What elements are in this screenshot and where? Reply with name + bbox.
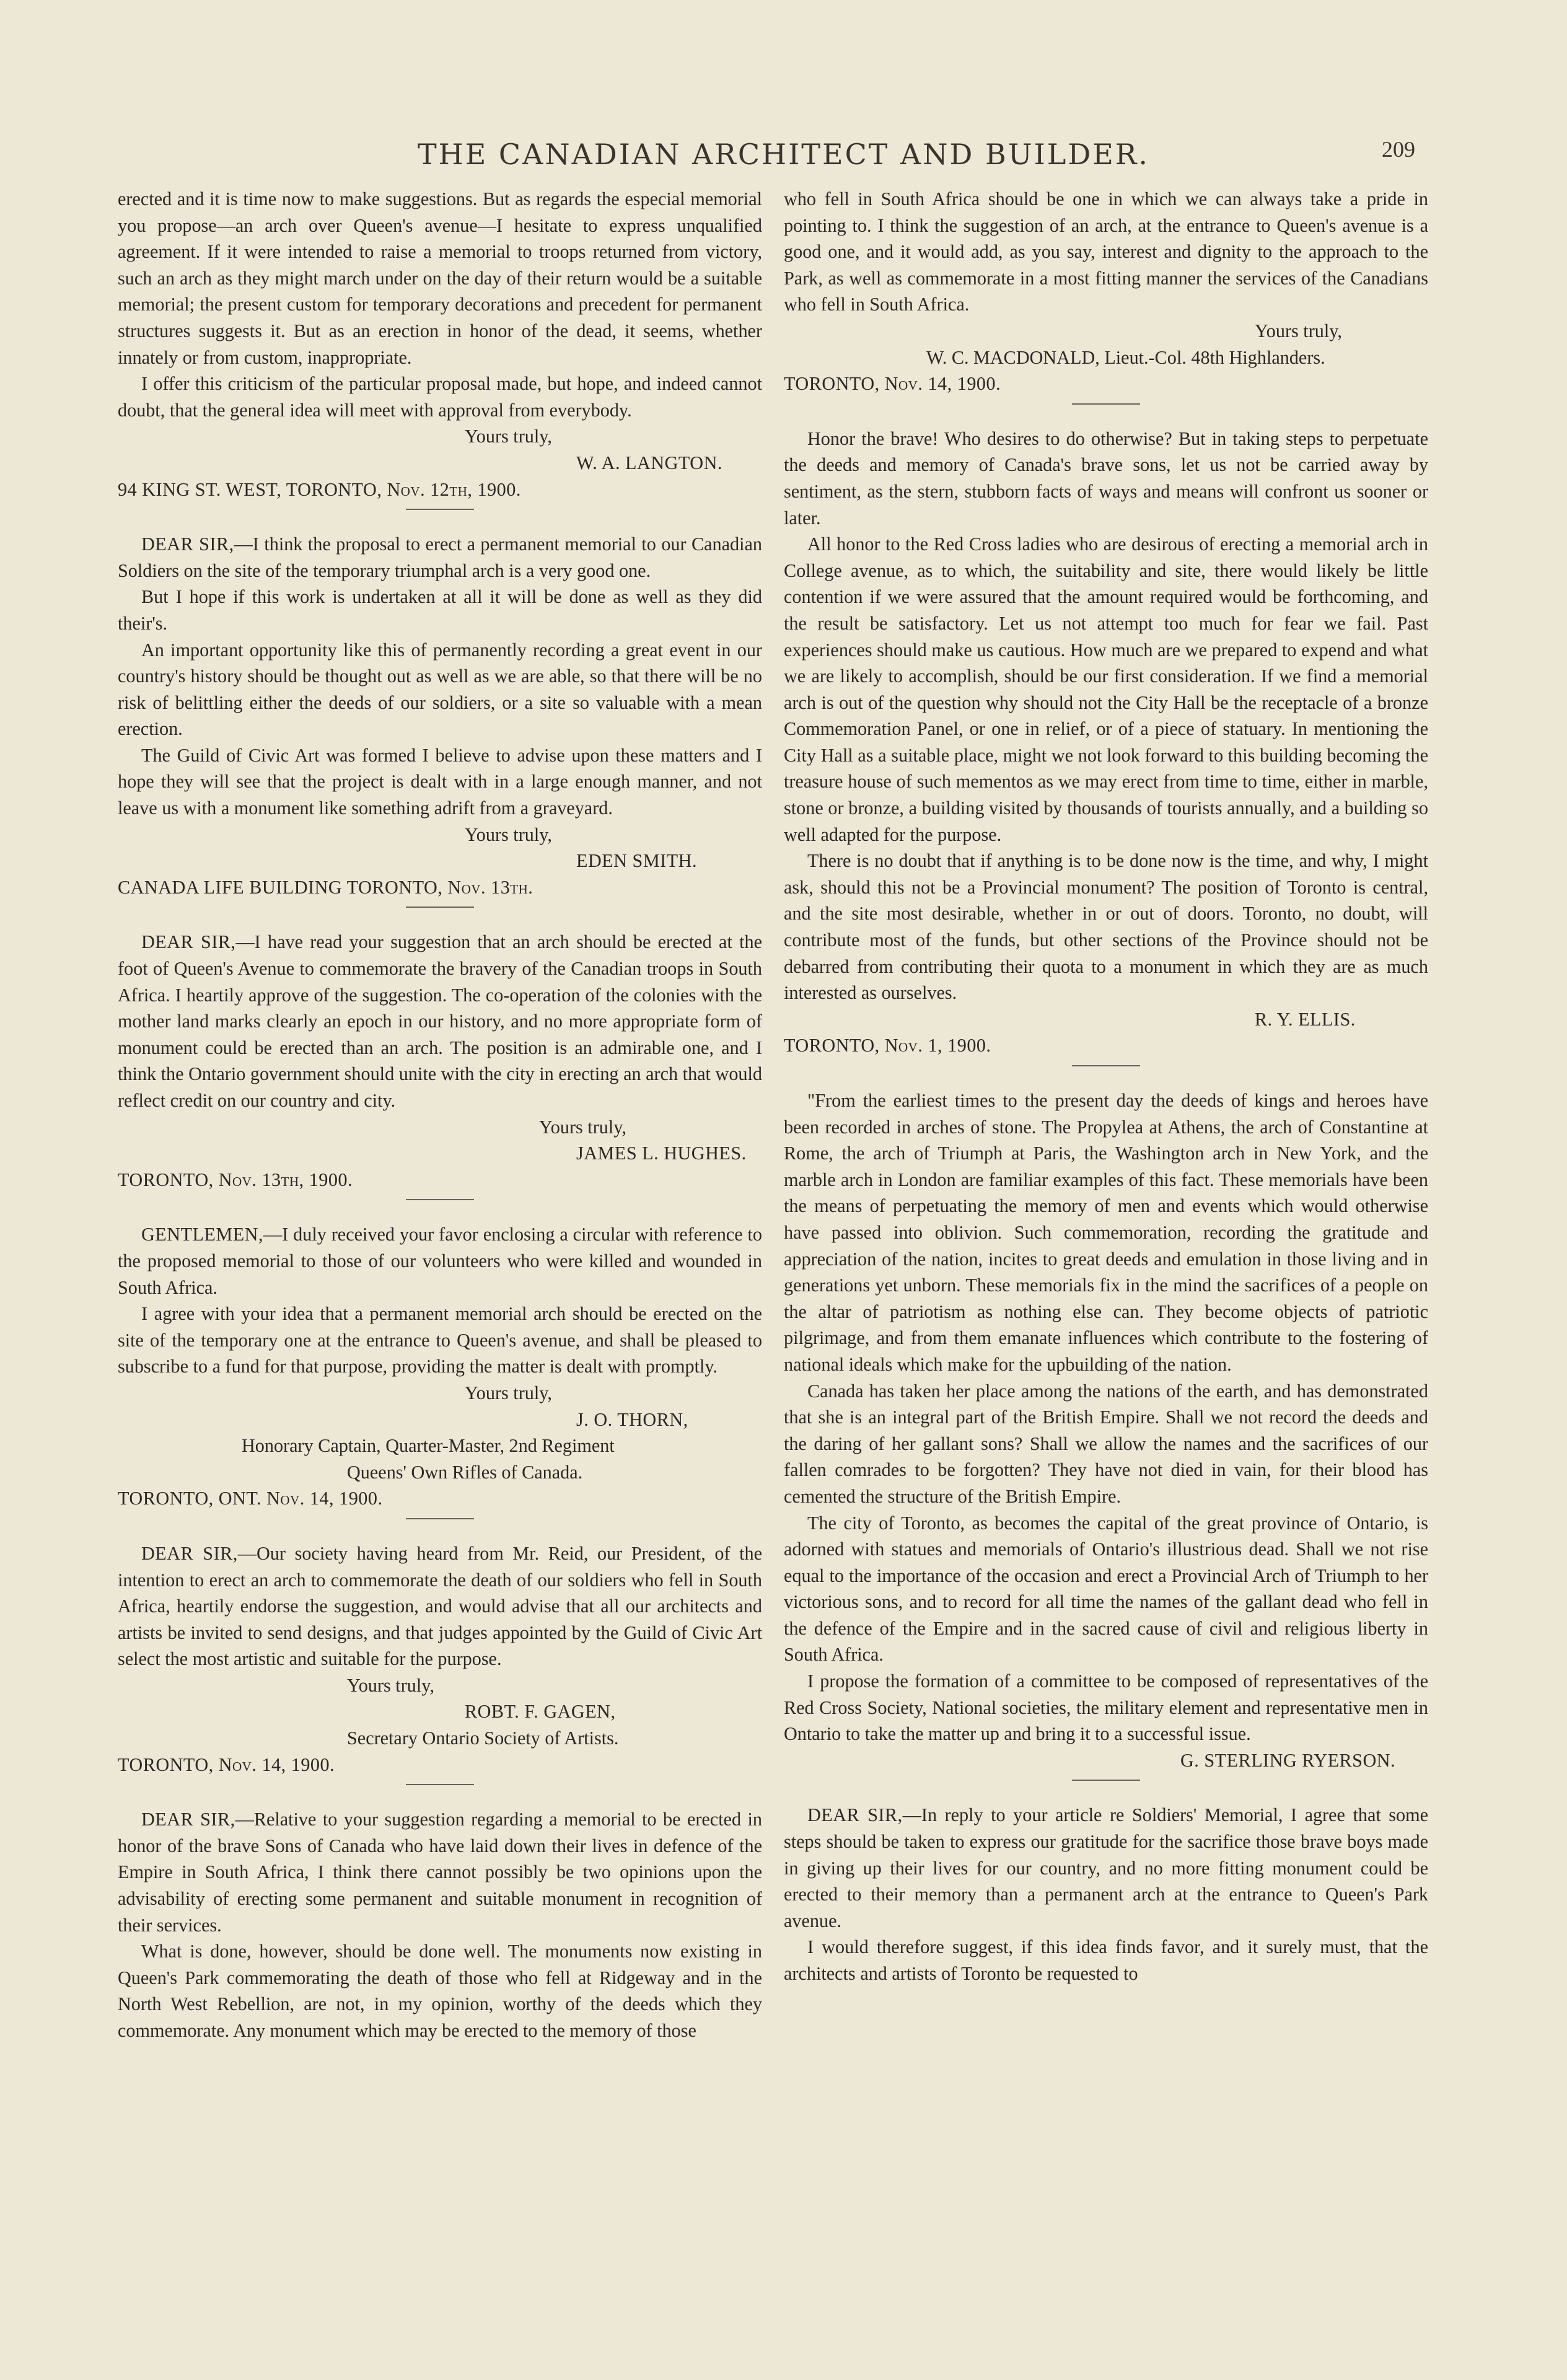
letter-body	[118, 1221, 762, 1301]
paragraph: But I hope if this work is undertaken at all it will be done as well as they did their's.	[118, 586, 762, 634]
letter-body	[118, 1540, 762, 1672]
paragraph: The Guild of Civic Art was formed I believe to advise upon these matters and I hope they will see that the project is dealt with in a large enough manner, and not leave us with a monument like something adrift from a graveyard.	[118, 744, 762, 819]
letter-signature: W. C. MACDONALD, Lieut.-Col. 48th Highlanders.	[926, 346, 1325, 368]
letter-salutation: DEAR SIR,	[807, 1804, 903, 1826]
paragraph: I offer this criticism of the particular proposal made, but hope, and indeed cannot doubt, that the general idea will meet with approval from everybody.	[118, 373, 762, 421]
paragraph: All honor to the Red Cross ladies who are desirous of erecting a memorial arch in College avenue, as to which, the suitability and site, there would likely be little contention if we were assured that the amount required would be forthcoming, and the result be satisfactory. Let us not attempt too much for fear we fail. Past experiences should make us cautious. How much are we prepared to expend and what we are likely to accomplish, should be our first consideration. If we find a memorial arch is out of the question why should not the City Hall be the receptacle of a bronze Commemoration Panel, or one in relief, or of a piece of statuary. In mentioning the City Hall as a suitable place, might we not look forward to this building becoming the treasure house of such mementos as we may erect from time to time, either in marble, stone or bronze, a building visited by thousands of tourists annually, and a building so well adapted for the purpose.	[784, 534, 1428, 845]
letter-place-date: TORONTO, Nov. 1, 1900.	[784, 1035, 991, 1056]
letter-salutation: DEAR SIR,	[141, 931, 236, 953]
letter-closing: Yours truly,	[465, 823, 552, 845]
letter-place-date: CANADA LIFE BUILDING TORONTO, Nov. 13th.	[118, 876, 533, 898]
letter-signature: G. STERLING RYERSON.	[1180, 1749, 1396, 1771]
letter-place-date: TORONTO, Nov. 13th, 1900.	[118, 1169, 353, 1190]
letter-closing: Yours truly,	[465, 1382, 552, 1403]
paragraph: "From the earliest times to the present day the deeds of kings and heroes have been recorded in arches of stone. The Propylea at Athens, the arch of Constantine at Rome, the arch of Triumph at Paris, the Washington arch in New York, and the marble arch in London are familiar examples of this fact. These memorials have been the means of perpetuating the memory of men and events which would otherwise have passed into oblivion. Such commemoration, recording the gratitude and appreciation of the nation, incites to great deeds and emulation in those living and in generations yet unborn. These memorials fix in the mind the sacrifices of a people on the altar of patriotism as nothing else can. They become objects of patriotic pilgrimage, and from them emanate influences which contribute to the fostering of national ideals which make for the upbuilding of the nation.	[784, 1090, 1428, 1375]
page-header-title: THE CANADIAN ARCHITECT AND BUILDER.	[417, 138, 1150, 171]
paragraph: Honor the brave! Who desires to do otherwise? But in taking steps to perpetuate the deeds and memory of Canada's brave sons, let us not be carried away by sentiment, as the stern, stubborn facts of ways and means will confront us sooner or later.	[784, 428, 1428, 529]
paragraph: I would therefore suggest, if this idea finds favor, and it surely must, that the architects and artists of Toronto be requested to	[784, 1936, 1428, 1984]
letter-text: —Relative to your suggestion regarding a memorial to be erected in honor of the brave Sons of Canada who have laid down their lives in defence of the Empire in South Africa, I think there cannot possibly be two opinions upon the advisability of erecting some permanent and suitable monument in recognition of their services.	[118, 1809, 762, 1936]
letter-text: —In reply to your article re Soldiers' Memorial, I agree that some steps should be taken to express our gratitude for the sacrifice those brave boys made in giving up their lives for our country, and no more fitting monument could be erected to their memory than a permanent arch at the entrance to Queen's Park avenue.	[784, 1804, 1428, 1931]
section-divider	[406, 1784, 474, 1785]
right-column	[784, 186, 1428, 2342]
paragraph: erected and it is time now to make suggestions. But as regards the especial memorial you propose—an arch over Queen's avenue—I hesitate to express unqualified agreement. If it were intended to raise a memorial to troops returned from victory, such an arch as they might march under on the day of their return would be a suitable memorial; the present custom for temporary decorations and precedent for permanent structures suggests it. But as an erection in honor of the dead, it seems, whether innately or from custom, inappropriate.	[118, 188, 762, 368]
section-divider	[1072, 1065, 1140, 1066]
letter-salutation: DEAR SIR,	[141, 1542, 238, 1564]
left-column	[118, 186, 762, 2342]
letter-signature: ROBT. F. GAGEN,	[465, 1701, 616, 1723]
section-divider	[406, 1518, 474, 1519]
letter-closing: Yours truly,	[539, 1116, 626, 1138]
letter-place-date: 94 KING ST. WEST, TORONTO, Nov. 12th, 1900.	[118, 478, 521, 500]
letter-salutation: DEAR SIR,	[141, 1809, 235, 1830]
letter-signature: JAMES L. HUGHES.	[576, 1143, 747, 1164]
letter-body	[118, 929, 762, 1113]
letter-text: —I duly received your favor enclosing a circular with reference to the proposed memorial to those of our volunteers who were killed and wounded in South Africa.	[118, 1224, 762, 1298]
letter-place-date: TORONTO, ONT. Nov. 14, 1900.	[118, 1488, 383, 1509]
letter-signature: W. A. LANGTON.	[576, 452, 722, 473]
section-divider	[406, 509, 474, 510]
paragraph: What is done, however, should be done well. The monuments now existing in Queen's Park commemorating the death of those who fell at Ridgeway and in the North West Rebellion, are not, in my opinion, worthy of the deeds which they commemorate. Any monument which may be erected to the memory of those	[118, 1941, 762, 2041]
letter-signature: EDEN SMITH.	[576, 850, 697, 872]
signatory-title: Queens' Own Rifles of Canada.	[347, 1461, 583, 1483]
section-divider	[406, 907, 474, 908]
letter-closing: Yours truly,	[347, 1674, 434, 1696]
letter-text: —I have read your suggestion that an arch should be erected at the foot of Queen's Avenue to commemorate the bravery of the Canadian troops in South Africa. I heartily approve of the suggestion. The co-operation of the colonies with the mother land marks clearly an epoch in our history, and no more appropriate form of monument could be erected than an arch. The position is an admirable one, and I think the Ontario government should unite with the city in erecting an arch that would reflect credit on our country and city.	[118, 931, 762, 1111]
letter-closing: Yours truly,	[465, 426, 552, 447]
paragraph: who fell in South Africa should be one in which we can always take a pride in pointing to. I think the suggestion of an arch, at the entrance to Queen's avenue is a good one, and it would add, as you say, interest and dignity to the approach to the Park, as well as commemorate in a most fitting manner the services of the Canadians who fell in South Africa.	[784, 188, 1428, 315]
letter-salutation: DEAR SIR,	[141, 534, 234, 555]
letter-signature: J. O. THORN,	[576, 1408, 688, 1430]
letter-text: —Our society having heard from Mr. Reid, our President, of the intention to erect an arch to commemorate the death of our soldiers who fell in South Africa, heartily endorse the suggestion, and would advise that all our architects and artists be invited to send designs, and that judges appointed by the Guild of Civic Art select the most artistic and suitable for the purpose.	[118, 1542, 762, 1670]
paragraph: There is no doubt that if anything is to be done now is the time, and why, I might ask, should this not be a Provincial monument? The position of Toronto is central, and the site most desirable, whether in or out of doors. Toronto, no doubt, will contribute most of the funds, but other sections of the Province should not be debarred from contributing their quota to a monument in which they are as much interested as ourselves.	[784, 850, 1428, 1004]
paragraph: I agree with your idea that a permanent memorial arch should be erected on the site of the temporary one at the entrance to Queen's avenue, and shall be pleased to subscribe to a fund for that purpose, providing the matter is dealt with promptly.	[118, 1303, 762, 1377]
page-number: 209	[1382, 137, 1415, 162]
signatory-title: Secretary Ontario Society of Artists.	[347, 1728, 619, 1749]
letter-signature: R. Y. ELLIS.	[1255, 1008, 1356, 1030]
letter-closing: Yours truly,	[1255, 320, 1342, 341]
letter-place-date: TORONTO, Nov. 14, 1900.	[118, 1754, 335, 1775]
letter-salutation: GENTLEMEN,	[141, 1224, 263, 1245]
letter-body	[118, 531, 762, 584]
letter-body	[118, 1806, 762, 1938]
section-divider	[406, 1199, 474, 1200]
section-divider	[1072, 1780, 1140, 1781]
letter-body	[784, 1802, 1428, 1934]
paragraph: The city of Toronto, as becomes the capital of the great province of Ontario, is adorned with statues and memorials of Ontario's illustrious dead. Shall we not rise equal to the importance of the occasion and erect a Provincial Arch of Triumph to her victorious sons, and to record for all time the names of the gallant dead who fell in the defence of the Empire and in the sacred cause of civil and religious liberty in South Africa.	[784, 1512, 1428, 1666]
paragraph: An important opportunity like this of permanently recording a great event in our country's history should be thought out as well as we are able, so that there will be no risk of belittling either the deeds of our soldiers, or a site so valuable with a mean erection.	[118, 639, 762, 740]
letter-text: —I think the proposal to erect a permanent memorial to our Canadian Soldiers on the site of the temporary triumphal arch is a very good one.	[118, 534, 762, 581]
section-divider	[1072, 403, 1140, 405]
paragraph: I propose the formation of a committee to be composed of representatives of the Red Cross Society, National societies, the military element and representative men in Ontario to take the matter up and bring it to a successful issue.	[784, 1671, 1428, 1745]
paragraph: Canada has taken her place among the nations of the earth, and has demonstrated that she is an integral part of the British Empire. Shall we not record the deeds and the daring of her gallant sons? Shall we allow the names and the sacrifices of our fallen comrades to be forgotten? They have not died in vain, for their blood has cemented the structure of the British Empire.	[784, 1380, 1428, 1507]
letter-place-date: TORONTO, Nov. 14, 1900.	[784, 373, 1001, 395]
signatory-title: Honorary Captain, Quarter-Master, 2nd Regiment	[242, 1435, 615, 1457]
